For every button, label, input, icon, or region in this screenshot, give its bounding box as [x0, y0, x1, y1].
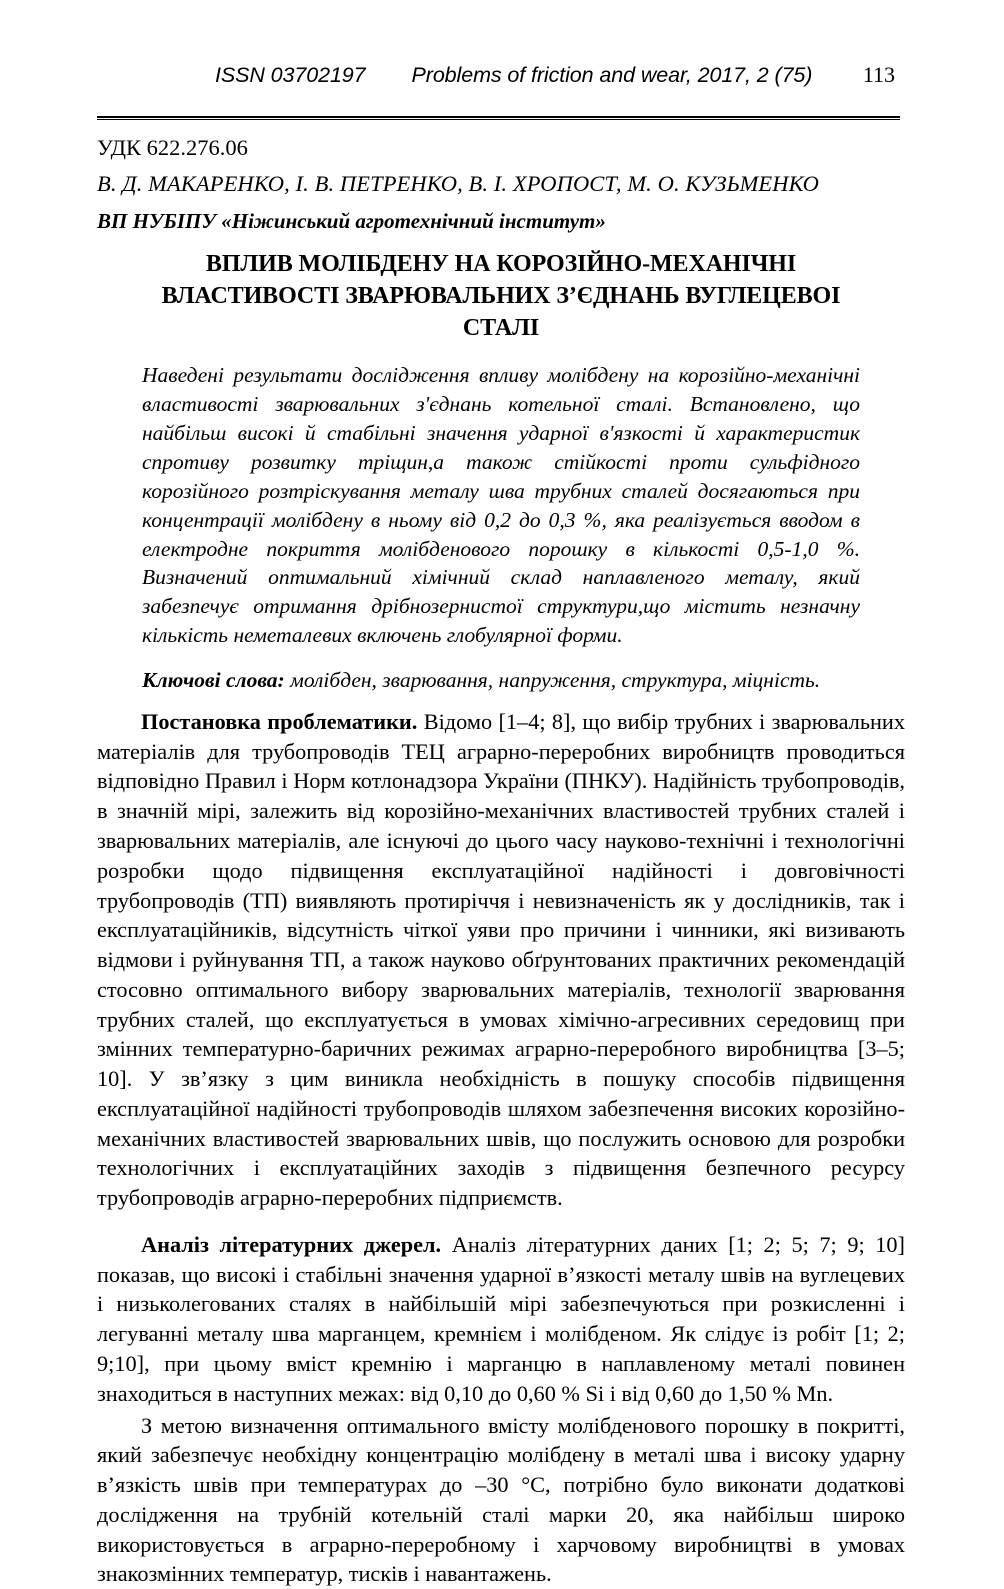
- keywords-label: Ключові слова:: [142, 668, 285, 693]
- paragraph-text-3: З метою визначення оптимального вмісту молібденового порошку в покритті, який забезпечує необхідну концентрацію молібдену в металі шва і високу ударну в’язкість швів при температурах до –30 °С, потрібно було виконати додаткові дослідження на трубній котельній сталі марки 20, яка найбільш широко використовується в аграрно-переробному і харчовому виробництві в умовах знакозмінних температур, тисків і навантажень.: [97, 1412, 905, 1587]
- paragraph-lead-1: Постановка проблематики.: [141, 708, 418, 734]
- paragraph-text-1: Відомо [1–4; 8], що вибір трубних і зварювальних матеріалів для трубопроводів ТЕЦ аграрно-переробних виробництв проводиться відповідно Правил і Норм котлонадзора України (ПНКУ). Надійність трубопроводів, в значній мірі, залежить від корозійно-механічних властивостей трубних сталей і зварювальних матеріалів, але існуючі до цього часу науково-технічні і технологічні розробки щодо підвищення експлуатаційної надійності і довговічності трубопроводів (ТП) виявляють протиріччя і невизначеність як у дослідників, так і експлуатаційників, відсутність чіткої уяви про причини і чинники, які визивають відмови і руйнування ТП, а також науково обґрунтованих практичних рекомендацій стосовно оптимального вибору зварювальних матеріалів, технології зварювання трубних сталей, що експлуатується в умовах хімічно-агресивних середовищ при змінних температурно-баричних режимах аграрно-переробного виробництва [3–5; 10]. У зв’язку з цим виникла необхідність в пошуку способів підвищення експлуатаційної надійності трубопроводів шляхом забезпечення високих корозійно-механічних властивостей зварювальних швів, що послужить основою для розробки технологічних і експлуатаційних заходів з підвищення безпечного ресурсу трубопроводів аграрно-переробних підприємств.: [97, 708, 905, 1211]
- header-divider-rule: [97, 116, 900, 120]
- journal-title: Problems of friction and wear, 2017, 2 (75): [411, 63, 813, 87]
- abstract: Наведені результати дослідження впливу молібдену на корозійно-механічні властивості зварювальних з'єднань котельної сталі. Встановлено, що найбільш високі й стабільні значення ударної в'язкості й характеристик спротиву розвитку тріщин,а також стійкості проти сульфідного корозійного розтріскування металу шва трубних сталей досягаються при концентрації молібдену в ньому від 0,2 до 0,3 %, яка реалізується вводом в електродне покриття молібденового порошку в кількості 0,5-1,0 %. Визначений оптимальний хімічний склад наплавленого металу, який забезпечує отримання дрібнозернистої структури,що містить незначну кількість неметалевих включень глобулярної форми.: [142, 363, 860, 648]
- affiliation: ВП НУБІПУ «Ніжинський агротехнічний інститут»: [97, 209, 606, 234]
- author-list: В. Д. МАКАРЕНКО, І. В. ПЕТРЕНКО, В. І. ХРОПОСТ, М. О. КУЗЬМЕНКО: [97, 170, 819, 196]
- page-number: 113: [862, 62, 895, 87]
- udk-code: УДК 622.276.06: [97, 135, 248, 160]
- keywords-text: молібден, зварювання, напруження, структура, міцність.: [284, 668, 821, 693]
- body-paragraph-3: [97, 1411, 905, 1589]
- body-paragraph-1: [97, 707, 905, 1213]
- article-content: [97, 134, 905, 1589]
- paragraph-lead-2: Аналіз літературних джерел.: [141, 1231, 442, 1257]
- keywords: [142, 666, 860, 695]
- running-header: [97, 62, 900, 102]
- body-paragraph-2: [97, 1230, 905, 1409]
- paragraph-text-2: Аналіз літературних даних [1; 2; 5; 7; 9; 10] показав, що високі і стабільні значення ударної в’язкості металу швів на вуглецевих і низьколегованих сталях в найбільшій мірі забезпечуються при розкисленні і легуванні металу шва марганцем, кремнієм і молібденом. Як слідує із робіт [1; 2; 9;10], при цьому вміст кремнію і марганцю в наплавленому металі повинен знаходиться в наступних межах: від 0,10 до 0,60 % Si і від 0,60 до 1,50 % Mn.: [97, 1231, 905, 1406]
- article-title: ВПЛИВ МОЛІБДЕНУ НА КОРОЗІЙНО-МЕХАНІЧНІ ВЛАСТИВОСТІ ЗВАРЮВАЛЬНИХ З’ЄДНАНЬ ВУГЛЕЦЕВОІ СТАЛІ: [161, 251, 841, 342]
- issn-label: ISSN 03702197: [215, 63, 366, 87]
